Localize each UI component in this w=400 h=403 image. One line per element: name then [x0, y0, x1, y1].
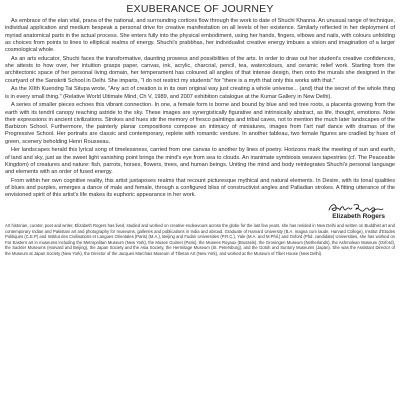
- essay-paragraph: As an arts educator, Shuchi faces the transformative, daunting prowess and possibilities of the arts. In order to draw out her student's creative confidences, she attests to how over, her intuition grasps paper, canvas, ink, acrylic, charcoal, pencil, tea, watercolours, and ceramic relief work. Starting from the architectonic space of her personal living domain, her temperament has coloured all angles of that intense design, then onto the murals she designed in the courtyard of the Sanskriti School in Delhi. She imparts, "I do not restrict my students" for "there is a myth that only this works with that.": [5, 55, 395, 84]
- essay-paragraph: As the XIIth Kuendng Tai Situpa wrote, "Any act of creation is in its own original way just creating a whole universe... (and) that the secret of the whole thing is in every small thing." (Relative World Ultimate Mind, Ch V, 1989, and 2007 exhibition catalogue at the Kumar Gallery in New Delhi).: [5, 86, 395, 100]
- author-bio: Art historian, curator, poet and writer, Elizabeth Rogers has lived, studied and worked on creative endeavours across the globe for the last few years, she has resided in New Delhi and written on Buddhist art and contemporary Indian and Pakistani art and photography for museums, galleries and publications in India and abroad. Graduate of Harvard University (B.A. magna cum laude, Harvard College), Institut d'Etudes Politiques (C.E.P) and Institut des Civilisations et Langues Orientales (Paris) (M.A.), Beijing and Fudan Universities (P.R.C.), Yale (M.A. and M.Phil.) and Oxford (Phd. candidate) Universities, she has worked on Far Eastern art in museums including the Metropolitan Museum (New York), the Musee Guimet (Paris), the Musees Royaux (Brussels), the Groningen Museum (Netherlands), the Ashmolean Museum (Oxford), the Sackler Museums (Harvard and Beijing), the Japan Society and the Asia Society, the Hermitage Museum (St. Petersburg), and the Gotoh and Suntory Museums (Japan). She was the Assistant Director of the Museum at Japan Society (New York), the Director of the Jacques Marchais Museum of Tibetan Art (New York), and worked at the Museum of Tibet House (New Delhi).: [5, 223, 395, 256]
- essay-paragraph: A series of smaller pieces echoes this vibrant connection. In one, a female form is borne and bound by blue and red tree roots, a placenta growing from the earth with its tendril canopy reaching astride to the sky. These images are synergistically figurative and intrinsically abstract, as life, thought, emotions. Note their expressions in ancient civilizations. Strokes and hues stir the memory of fresco paintings and tribal caves, not to mention the much later landscapes of the Barbizon School. Furthermore, the painterly planar compositions compose an intimacy of miniatures, images from l'art naif dance with dramas of the Progressive School. Her portraits are classic and contemporary, replete with romantic verdure. In another tableau, two female figures are cradled by hues of green, scenery beholding Henri Rousseau.: [5, 102, 395, 145]
- essay-paragraph: Her landscapes herald this lyrical song of timelessness, carried from one canvas to another by lines of poetry. Horizons mark the meeting of sun and earth, of land and sky, just as the sweet light vanishing point brings the mind's eye from sea to clouds. An inanimate symbiosis weaves tapestries (cf. The Peaceable Kingdom) of creatures and nature: fish, parrots, horses, flowers, trees, and human beings. Uniting the mind and body reintegrates Shuchi's personal language and elements with an order of fused energy.: [5, 147, 395, 175]
- author-name: Elizabeth Rogers: [332, 213, 385, 220]
- page-title: EXUBERANCE OF JOURNEY: [126, 3, 274, 15]
- essay-paragraph: From within her own cognitive reality, this artist juxtaposes realms that recount picturesque mythical and natural elements. In Desire, with its tonal qualities of blues and purples, emerges a dance of male and female, through a configured bliss of constructivist angles and Palladian strokes. A fitting utterance of the envisioned spirit of this artist's life makes its euphoric appearance in her work.: [5, 177, 395, 199]
- essay-body: [5, 18, 395, 200]
- signature-block: [5, 201, 395, 223]
- essay-paragraph: As embrace of the elan vital, prana of the national, and surrounding cortices flow through the work to date of Shuchi Khanna. An unusual range of technique, individual application and medium bespeak a personal drive for creative manifestation on all levels of her existence. Similarly reflected in her deployment of myriad anatomical parts in the actual process. She enters fully into the physical embodiment, using her hands, fingers, elbows and nails, with colours unfolding as choices from points to lines to elliptical realms of energy. Shuchi's prabbhas, her individualist creative energy imbues a vision and imagination of a larger cosmological whole.: [5, 18, 395, 53]
